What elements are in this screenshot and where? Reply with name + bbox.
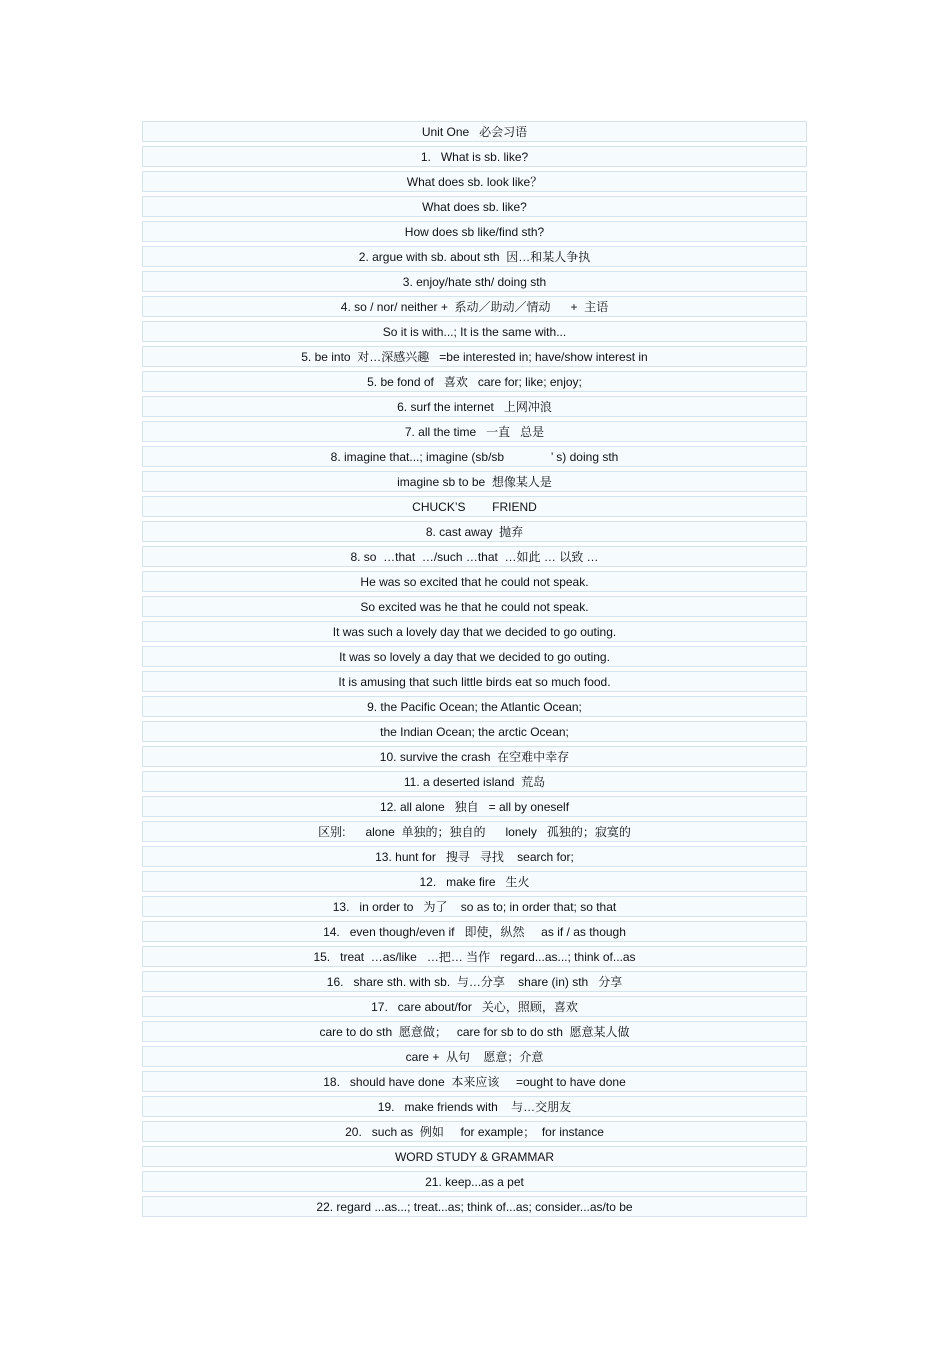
table-row: 区别: alone 单独的；独自的 lonely 孤独的；寂寞的	[142, 821, 807, 842]
table-row: It is amusing that such little birds eat so much food.	[142, 671, 807, 692]
table-row: Unit One 必会习语	[142, 121, 807, 142]
table-row: 10. survive the crash 在空难中幸存	[142, 746, 807, 767]
table-row: WORD STUDY & GRAMMAR	[142, 1146, 807, 1167]
table-row: 21. keep...as a pet	[142, 1171, 807, 1192]
table-row: What does sb. look like？	[142, 171, 807, 192]
table-row: 2. argue with sb. about sth 因…和某人争执	[142, 246, 807, 267]
table-row: 16. share sth. with sb. 与…分享 share (in) sth 分享	[142, 971, 807, 992]
table-row: 8. cast away 抛弃	[142, 521, 807, 542]
table-row: 4. so / nor/ neither + 系动／助动／情动 + 主语	[142, 296, 807, 317]
table-row: He was so excited that he could not speak.	[142, 571, 807, 592]
table-row: 5. be into 对…深感兴趣 =be interested in; have/show interest in	[142, 346, 807, 367]
table-row: 7. all the time 一直 总是	[142, 421, 807, 442]
table-row: So excited was he that he could not speak.	[142, 596, 807, 617]
table-row: 13. hunt for 搜寻 寻找 search for;	[142, 846, 807, 867]
table-row: 19. make friends with 与…交朋友	[142, 1096, 807, 1117]
table-row: What does sb. like?	[142, 196, 807, 217]
table-row: 8. imagine that...; imagine (sb/sb ’ s) doing sth	[142, 446, 807, 467]
table-row: 9. the Pacific Ocean; the Atlantic Ocean;	[142, 696, 807, 717]
table-row: It was such a lovely day that we decided to go outing.	[142, 621, 807, 642]
table-row: 1. What is sb. like?	[142, 146, 807, 167]
table-row: 3. enjoy/hate sth/ doing sth	[142, 271, 807, 292]
table-row: 12. all alone 独自 = all by oneself	[142, 796, 807, 817]
table-row: 18. should have done 本来应该 =ought to have done	[142, 1071, 807, 1092]
table-row: the Indian Ocean; the arctic Ocean;	[142, 721, 807, 742]
table-row: 6. surf the internet 上网冲浪	[142, 396, 807, 417]
table-row: 13. in order to 为了 so as to; in order that; so that	[142, 896, 807, 917]
table-row: 5. be fond of 喜欢 care for; like; enjoy;	[142, 371, 807, 392]
table-row: 20. such as 例如 for example； for instance	[142, 1121, 807, 1142]
table-row: 17. care about/for 关心，照顾，喜欢	[142, 996, 807, 1017]
table-row: 8. so …that …/such …that …如此 … 以致 …	[142, 546, 807, 567]
table-row: 14. even though/even if 即使，纵然 as if / as though	[142, 921, 807, 942]
table-row: How does sb like/find sth?	[142, 221, 807, 242]
table-row: care + 从句 愿意；介意	[142, 1046, 807, 1067]
table-row: CHUCK’S FRIEND	[142, 496, 807, 517]
table-row: imagine sb to be 想像某人是	[142, 471, 807, 492]
table-row: 15. treat …as/like …把… 当作 regard...as...; think of...as	[142, 946, 807, 967]
table-row: 12. make fire 生火	[142, 871, 807, 892]
table-row: It was so lovely a day that we decided to go outing.	[142, 646, 807, 667]
vocabulary-table	[142, 121, 807, 1221]
table-row: care to do sth 愿意做； care for sb to do sth 愿意某人做	[142, 1021, 807, 1042]
table-row: So it is with...; It is the same with...	[142, 321, 807, 342]
table-row: 11. a deserted island 荒岛	[142, 771, 807, 792]
table-row: 22. regard ...as...; treat...as; think of...as; consider...as/to be	[142, 1196, 807, 1217]
